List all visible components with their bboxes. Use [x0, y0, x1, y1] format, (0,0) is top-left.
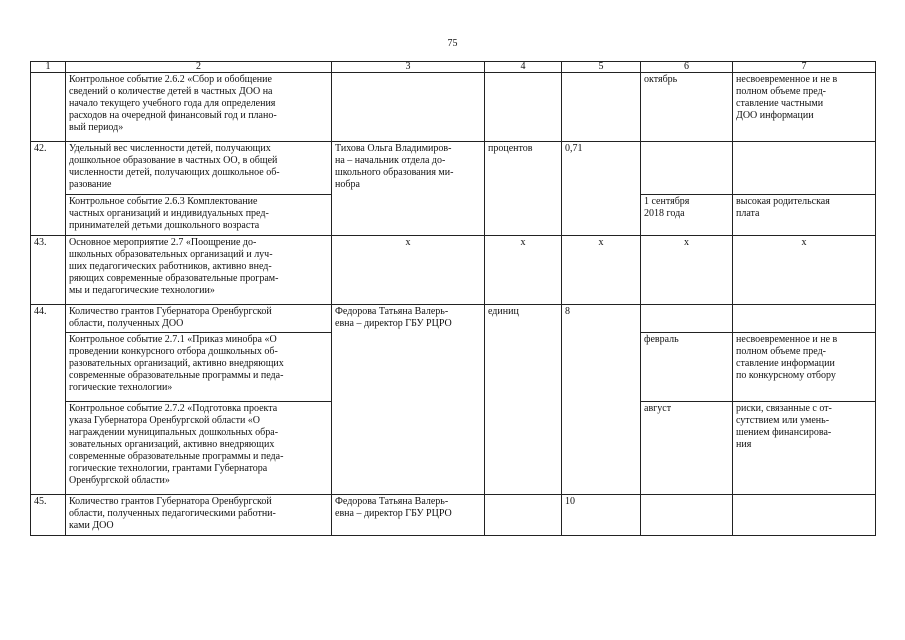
risk-cell: высокая родительская плата — [733, 195, 876, 236]
risk-cell — [733, 305, 876, 333]
row-number-cell — [31, 73, 66, 142]
value-cell: 0,71 — [562, 142, 641, 236]
period-cell — [641, 142, 733, 195]
column-number: 5 — [562, 62, 641, 73]
event-name-cell: Контрольное событие 2.6.2 «Сбор и обобщение сведений о количестве детей в частных ДОО на начало текущего учебного года для определения расходов на очередной финансовый год и плано- вый период» — [66, 73, 332, 142]
unit-cell: процентов — [485, 142, 562, 236]
risk-cell — [733, 495, 876, 536]
responsible-cell: Федорова Татьяна Валерь- евна – директор ГБУ РЦРО — [332, 305, 485, 495]
table-row — [31, 236, 876, 305]
row-number-cell: 44. — [31, 305, 66, 495]
column-number: 4 — [485, 62, 562, 73]
indicator-name-cell: Количество грантов Губернатора Оренбургской области, полученных ДОО — [66, 305, 332, 333]
plan-table — [30, 61, 876, 536]
risk-cell: риски, связанные с от- сутствием или умень- шением финансирова- ния — [733, 402, 876, 495]
column-number: 1 — [31, 62, 66, 73]
table-row — [31, 142, 876, 195]
unit-cell: x — [485, 236, 562, 305]
period-cell: август — [641, 402, 733, 495]
value-cell — [562, 73, 641, 142]
column-number: 3 — [332, 62, 485, 73]
column-number: 6 — [641, 62, 733, 73]
table-row — [31, 305, 876, 333]
event-name-cell: Контрольное событие 2.7.2 «Подготовка проекта указа Губернатора Оренбургской области «О награждении муниципальных дошкольных обра- зовательных организаций, активно внедряющих современные образовательные программы и педа- гогические технологии, грантами Губернатора Оренбургской области» — [66, 402, 332, 495]
row-number-cell: 43. — [31, 236, 66, 305]
period-cell — [641, 495, 733, 536]
table-row — [31, 495, 876, 536]
column-number: 2 — [66, 62, 332, 73]
risk-cell: несвоевременное и не в полном объеме пред- ставление информации по конкурсному отбору — [733, 333, 876, 402]
activity-name-cell: Основное мероприятие 2.7 «Поощрение до- школьных образовательных организаций и луч- ших педагогических работников, активно внед- ряющих современные образовательные програм- мы и педагогические технологии» — [66, 236, 332, 305]
column-number: 7 — [733, 62, 876, 73]
responsible-cell: Тихова Ольга Владимиров- на – начальник отдела до- школьного образования ми- нобра — [332, 142, 485, 236]
value-cell: 10 — [562, 495, 641, 536]
row-number-cell: 42. — [31, 142, 66, 236]
responsible-cell: Федорова Татьяна Валерь- евна – директор ГБУ РЦРО — [332, 495, 485, 536]
value-cell: 8 — [562, 305, 641, 495]
risk-cell: несвоевременное и не в полном объеме пред- ставление частными ДОО информации — [733, 73, 876, 142]
indicator-name-cell: Количество грантов Губернатора Оренбургской области, полученных педагогическими работни- ками ДОО — [66, 495, 332, 536]
period-cell: x — [641, 236, 733, 305]
event-name-cell: Контрольное событие 2.6.3 Комплектование частных организаций и индивидуальных пред- принимателей детьми дошкольного возраста — [66, 195, 332, 236]
column-number-row — [31, 62, 876, 73]
risk-cell: x — [733, 236, 876, 305]
unit-cell: единиц — [485, 305, 562, 495]
responsible-cell — [332, 73, 485, 142]
indicator-name-cell: Удельный вес численности детей, получающих дошкольное образование в частных ОО, в общей численности детей, получающих дошкольное об- разование — [66, 142, 332, 195]
table-row — [31, 73, 876, 142]
risk-cell — [733, 142, 876, 195]
period-cell: октябрь — [641, 73, 733, 142]
responsible-cell: x — [332, 236, 485, 305]
value-cell: x — [562, 236, 641, 305]
row-number-cell: 45. — [31, 495, 66, 536]
unit-cell — [485, 73, 562, 142]
page-number: 75 — [447, 38, 458, 49]
period-cell: февраль — [641, 333, 733, 402]
period-cell: 1 сентября 2018 года — [641, 195, 733, 236]
unit-cell — [485, 495, 562, 536]
event-name-cell: Контрольное событие 2.7.1 «Приказ минобра «О проведении конкурсного отбора дошкольных об- разовательных организаций, активно внедряющих современные образовательные программы и педа- гогические технологии» — [66, 333, 332, 402]
period-cell — [641, 305, 733, 333]
